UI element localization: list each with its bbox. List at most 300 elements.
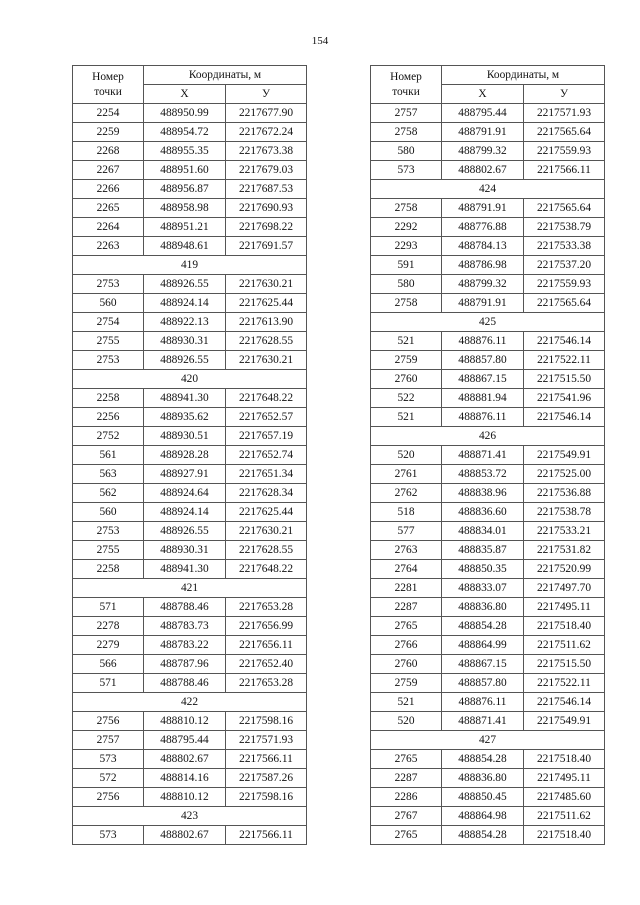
point-number-cell: 2762	[371, 484, 442, 503]
point-number-cell: 2755	[73, 541, 144, 560]
point-number-cell: 2278	[73, 617, 144, 636]
table-row	[73, 123, 307, 142]
table-row	[371, 693, 605, 712]
point-number-cell: 522	[371, 389, 442, 408]
point-number-cell: 2760	[371, 655, 442, 674]
table-row	[73, 218, 307, 237]
x-coordinate-cell: 488791.91	[442, 199, 524, 218]
table-row	[371, 522, 605, 541]
y-coordinate-cell: 2217625.44	[226, 503, 307, 522]
table-row	[73, 313, 307, 332]
y-coordinate-cell: 2217520.99	[524, 560, 605, 579]
x-coordinate-cell: 488954.72	[144, 123, 226, 142]
y-coordinate-cell: 2217652.74	[226, 446, 307, 465]
point-number-cell: 518	[371, 503, 442, 522]
table-row	[73, 503, 307, 522]
y-coordinate-cell: 2217656.11	[226, 636, 307, 655]
point-number-cell: 2759	[371, 674, 442, 693]
y-column-header: У	[226, 85, 307, 104]
y-coordinate-cell: 2217628.34	[226, 484, 307, 503]
x-coordinate-cell: 488951.60	[144, 161, 226, 180]
table-row	[73, 389, 307, 408]
y-coordinate-cell: 2217559.93	[524, 142, 605, 161]
point-number-cell: 2293	[371, 237, 442, 256]
table-row	[371, 788, 605, 807]
table-row	[371, 142, 605, 161]
y-coordinate-cell: 2217652.40	[226, 655, 307, 674]
section-label: 425	[371, 313, 605, 332]
table-row	[73, 598, 307, 617]
section-label: 419	[73, 256, 307, 275]
y-coordinate-cell: 2217495.11	[524, 598, 605, 617]
y-coordinate-cell: 2217652.57	[226, 408, 307, 427]
table-row	[73, 541, 307, 560]
point-number-header	[73, 66, 144, 104]
x-coordinate-cell: 488802.67	[144, 750, 226, 769]
x-coordinate-cell: 488799.32	[442, 142, 524, 161]
table-row	[73, 180, 307, 199]
point-number-cell: 591	[371, 256, 442, 275]
x-coordinate-cell: 488948.61	[144, 237, 226, 256]
x-coordinate-cell: 488833.07	[442, 579, 524, 598]
y-coordinate-cell: 2217497.70	[524, 579, 605, 598]
y-coordinate-cell: 2217648.22	[226, 389, 307, 408]
point-number-cell: 571	[73, 674, 144, 693]
y-coordinate-cell: 2217628.55	[226, 541, 307, 560]
y-coordinate-cell: 2217566.11	[226, 750, 307, 769]
point-number-cell: 2767	[371, 807, 442, 826]
point-number-cell: 2292	[371, 218, 442, 237]
x-coordinate-cell: 488924.64	[144, 484, 226, 503]
table-row	[73, 161, 307, 180]
point-number-cell: 2758	[371, 199, 442, 218]
x-column-header: X	[442, 85, 524, 104]
y-coordinate-cell: 2217565.64	[524, 294, 605, 313]
point-number-cell: 2259	[73, 123, 144, 142]
table-row	[371, 826, 605, 845]
table-row	[371, 199, 605, 218]
table-row	[73, 560, 307, 579]
point-number-cell: 562	[73, 484, 144, 503]
x-coordinate-cell: 488857.80	[442, 674, 524, 693]
section-label: 422	[73, 693, 307, 712]
point-number-cell: 2765	[371, 617, 442, 636]
y-coordinate-cell: 2217538.79	[524, 218, 605, 237]
x-coordinate-cell: 488799.32	[442, 275, 524, 294]
y-coordinate-cell: 2217587.26	[226, 769, 307, 788]
y-coordinate-cell: 2217525.00	[524, 465, 605, 484]
section-label: 421	[73, 579, 307, 598]
point-number-cell: 2263	[73, 237, 144, 256]
point-number-cell: 2287	[371, 598, 442, 617]
y-coordinate-cell: 2217511.62	[524, 807, 605, 826]
table-row	[73, 712, 307, 731]
table-row	[73, 484, 307, 503]
point-number-cell: 580	[371, 275, 442, 294]
y-coordinate-cell: 2217546.14	[524, 693, 605, 712]
point-number-cell: 2757	[73, 731, 144, 750]
table-row	[73, 199, 307, 218]
point-number-cell: 2753	[73, 522, 144, 541]
table-row	[371, 237, 605, 256]
table-row	[371, 465, 605, 484]
point-number-cell: 2761	[371, 465, 442, 484]
table-row	[371, 294, 605, 313]
point-number-cell: 521	[371, 693, 442, 712]
table-row	[73, 465, 307, 484]
table-row	[73, 332, 307, 351]
x-coordinate-cell: 488788.46	[144, 674, 226, 693]
section-row	[73, 807, 307, 826]
y-coordinate-cell: 2217648.22	[226, 560, 307, 579]
section-row	[371, 427, 605, 446]
point-number-cell: 520	[371, 446, 442, 465]
y-coordinate-cell: 2217522.11	[524, 674, 605, 693]
y-coordinate-cell: 2217691.57	[226, 237, 307, 256]
x-coordinate-cell: 488876.11	[442, 332, 524, 351]
y-coordinate-cell: 2217537.20	[524, 256, 605, 275]
table-row	[73, 617, 307, 636]
y-coordinate-cell: 2217536.88	[524, 484, 605, 503]
x-coordinate-cell: 488924.14	[144, 294, 226, 313]
x-coordinate-cell: 488928.28	[144, 446, 226, 465]
point-number-header	[371, 66, 442, 104]
y-coordinate-cell: 2217518.40	[524, 826, 605, 845]
y-coordinate-cell: 2217698.22	[226, 218, 307, 237]
y-coordinate-cell: 2217656.99	[226, 617, 307, 636]
x-coordinate-cell: 488836.60	[442, 503, 524, 522]
table-row	[371, 484, 605, 503]
x-coordinate-cell: 488786.98	[442, 256, 524, 275]
y-coordinate-cell: 2217511.62	[524, 636, 605, 655]
x-coordinate-cell: 488950.99	[144, 104, 226, 123]
x-coordinate-cell: 488836.80	[442, 769, 524, 788]
point-number-cell: 2763	[371, 541, 442, 560]
y-coordinate-cell: 2217598.16	[226, 712, 307, 731]
point-number-cell: 572	[73, 769, 144, 788]
point-number-cell: 2757	[371, 104, 442, 123]
table-row	[73, 522, 307, 541]
x-coordinate-cell: 488871.41	[442, 446, 524, 465]
table-row	[73, 275, 307, 294]
table-row	[73, 104, 307, 123]
y-coordinate-cell: 2217653.28	[226, 598, 307, 617]
table-row	[73, 427, 307, 446]
point-number-cell: 521	[371, 408, 442, 427]
table-row	[371, 218, 605, 237]
x-coordinate-cell: 488791.91	[442, 294, 524, 313]
point-number-cell: 2753	[73, 275, 144, 294]
x-coordinate-cell: 488941.30	[144, 560, 226, 579]
x-coordinate-cell: 488835.87	[442, 541, 524, 560]
point-number-cell: 573	[73, 826, 144, 845]
table-row	[371, 332, 605, 351]
point-number-header-line2: точки	[392, 85, 420, 98]
x-coordinate-cell: 488871.41	[442, 712, 524, 731]
y-coordinate-cell: 2217546.14	[524, 332, 605, 351]
y-coordinate-cell: 2217515.50	[524, 655, 605, 674]
x-coordinate-cell: 488854.28	[442, 617, 524, 636]
x-coordinate-cell: 488922.13	[144, 313, 226, 332]
section-row	[371, 180, 605, 199]
point-number-cell: 2754	[73, 313, 144, 332]
table-row	[73, 408, 307, 427]
y-coordinate-cell: 2217538.78	[524, 503, 605, 522]
table-row	[73, 351, 307, 370]
x-column-header: X	[144, 85, 226, 104]
x-coordinate-cell: 488854.28	[442, 826, 524, 845]
point-number-header-line2: точки	[94, 85, 122, 98]
y-column-header: У	[524, 85, 605, 104]
table-row	[371, 351, 605, 370]
point-number-cell: 561	[73, 446, 144, 465]
table-row	[371, 123, 605, 142]
point-number-cell: 2758	[371, 294, 442, 313]
table-row	[73, 655, 307, 674]
point-number-cell: 521	[371, 332, 442, 351]
x-coordinate-cell: 488926.55	[144, 351, 226, 370]
point-number-cell: 580	[371, 142, 442, 161]
x-coordinate-cell: 488924.14	[144, 503, 226, 522]
x-coordinate-cell: 488810.12	[144, 788, 226, 807]
x-coordinate-cell: 488958.98	[144, 199, 226, 218]
table-row	[73, 788, 307, 807]
x-coordinate-cell: 488956.87	[144, 180, 226, 199]
section-row	[371, 731, 605, 750]
coordinates-header: Координаты, м	[442, 66, 605, 85]
table-row	[371, 655, 605, 674]
point-number-cell: 2254	[73, 104, 144, 123]
point-number-cell: 573	[371, 161, 442, 180]
y-coordinate-cell: 2217657.19	[226, 427, 307, 446]
x-coordinate-cell: 488951.21	[144, 218, 226, 237]
y-coordinate-cell: 2217565.64	[524, 123, 605, 142]
point-number-cell: 2760	[371, 370, 442, 389]
x-coordinate-cell: 488941.30	[144, 389, 226, 408]
point-number-cell: 2753	[73, 351, 144, 370]
table-row	[371, 370, 605, 389]
point-number-cell: 2264	[73, 218, 144, 237]
section-label: 424	[371, 180, 605, 199]
point-number-cell: 2756	[73, 712, 144, 731]
x-coordinate-cell: 488867.15	[442, 655, 524, 674]
point-number-cell: 2279	[73, 636, 144, 655]
point-number-cell: 2256	[73, 408, 144, 427]
y-coordinate-cell: 2217571.93	[524, 104, 605, 123]
y-coordinate-cell: 2217566.11	[524, 161, 605, 180]
y-coordinate-cell: 2217630.21	[226, 522, 307, 541]
table-row	[371, 389, 605, 408]
x-coordinate-cell: 488881.94	[442, 389, 524, 408]
point-number-cell: 2752	[73, 427, 144, 446]
table-row	[73, 142, 307, 161]
table-row	[371, 408, 605, 427]
y-coordinate-cell: 2217571.93	[226, 731, 307, 750]
point-number-cell: 573	[73, 750, 144, 769]
y-coordinate-cell: 2217518.40	[524, 750, 605, 769]
x-coordinate-cell: 488927.91	[144, 465, 226, 484]
x-coordinate-cell: 488834.01	[442, 522, 524, 541]
table-row	[371, 807, 605, 826]
x-coordinate-cell: 488935.62	[144, 408, 226, 427]
point-number-cell: 2267	[73, 161, 144, 180]
y-coordinate-cell: 2217549.91	[524, 712, 605, 731]
y-coordinate-cell: 2217651.34	[226, 465, 307, 484]
x-coordinate-cell: 488930.31	[144, 541, 226, 560]
x-coordinate-cell: 488776.88	[442, 218, 524, 237]
y-coordinate-cell: 2217522.11	[524, 351, 605, 370]
section-label: 423	[73, 807, 307, 826]
table-row	[371, 636, 605, 655]
table-row	[73, 674, 307, 693]
y-coordinate-cell: 2217495.11	[524, 769, 605, 788]
y-coordinate-cell: 2217687.53	[226, 180, 307, 199]
table-row	[371, 256, 605, 275]
section-row	[371, 313, 605, 332]
y-coordinate-cell: 2217673.38	[226, 142, 307, 161]
x-coordinate-cell: 488836.80	[442, 598, 524, 617]
point-number-cell: 2287	[371, 769, 442, 788]
y-coordinate-cell: 2217565.64	[524, 199, 605, 218]
table-row	[73, 731, 307, 750]
x-coordinate-cell: 488850.35	[442, 560, 524, 579]
section-row	[73, 579, 307, 598]
y-coordinate-cell: 2217613.90	[226, 313, 307, 332]
x-coordinate-cell: 488802.67	[144, 826, 226, 845]
point-number-cell: 563	[73, 465, 144, 484]
y-coordinate-cell: 2217653.28	[226, 674, 307, 693]
y-coordinate-cell: 2217559.93	[524, 275, 605, 294]
x-coordinate-cell: 488802.67	[442, 161, 524, 180]
section-label: 420	[73, 370, 307, 389]
x-coordinate-cell: 488850.45	[442, 788, 524, 807]
x-coordinate-cell: 488857.80	[442, 351, 524, 370]
y-coordinate-cell: 2217533.38	[524, 237, 605, 256]
table-row	[73, 750, 307, 769]
x-coordinate-cell: 488930.51	[144, 427, 226, 446]
y-coordinate-cell: 2217625.44	[226, 294, 307, 313]
table-row	[371, 275, 605, 294]
table-row	[371, 560, 605, 579]
table-row	[371, 446, 605, 465]
y-coordinate-cell: 2217531.82	[524, 541, 605, 560]
x-coordinate-cell: 488926.55	[144, 522, 226, 541]
point-number-cell: 2268	[73, 142, 144, 161]
y-coordinate-cell: 2217630.21	[226, 275, 307, 294]
x-coordinate-cell: 488864.98	[442, 807, 524, 826]
table-row	[371, 579, 605, 598]
y-coordinate-cell: 2217679.03	[226, 161, 307, 180]
x-coordinate-cell: 488783.22	[144, 636, 226, 655]
x-coordinate-cell: 488814.16	[144, 769, 226, 788]
table-row	[371, 503, 605, 522]
y-coordinate-cell: 2217598.16	[226, 788, 307, 807]
table-row	[73, 636, 307, 655]
point-number-cell: 2265	[73, 199, 144, 218]
table-row	[73, 237, 307, 256]
table-row	[371, 104, 605, 123]
x-coordinate-cell: 488784.13	[442, 237, 524, 256]
x-coordinate-cell: 488838.96	[442, 484, 524, 503]
table-row	[371, 674, 605, 693]
point-number-cell: 571	[73, 598, 144, 617]
point-number-cell: 2266	[73, 180, 144, 199]
table-row	[73, 826, 307, 845]
point-number-cell: 560	[73, 294, 144, 313]
table-row	[371, 769, 605, 788]
y-coordinate-cell: 2217546.14	[524, 408, 605, 427]
point-number-cell: 2765	[371, 750, 442, 769]
x-coordinate-cell: 488876.11	[442, 693, 524, 712]
x-coordinate-cell: 488795.44	[442, 104, 524, 123]
section-row	[73, 370, 307, 389]
point-number-header-line1: Номер	[92, 70, 124, 83]
y-coordinate-cell: 2217677.90	[226, 104, 307, 123]
point-number-cell: 2755	[73, 332, 144, 351]
point-number-cell: 2258	[73, 560, 144, 579]
x-coordinate-cell: 488926.55	[144, 275, 226, 294]
point-number-cell: 577	[371, 522, 442, 541]
coordinates-header: Координаты, м	[144, 66, 307, 85]
section-label: 426	[371, 427, 605, 446]
y-coordinate-cell: 2217485.60	[524, 788, 605, 807]
table-row	[371, 750, 605, 769]
point-number-cell: 2286	[371, 788, 442, 807]
x-coordinate-cell: 488791.91	[442, 123, 524, 142]
point-number-cell: 560	[73, 503, 144, 522]
point-number-cell: 2765	[371, 826, 442, 845]
table-row	[371, 541, 605, 560]
y-coordinate-cell: 2217549.91	[524, 446, 605, 465]
point-number-cell: 520	[371, 712, 442, 731]
table-row	[371, 617, 605, 636]
section-row	[73, 256, 307, 275]
x-coordinate-cell: 488867.15	[442, 370, 524, 389]
y-coordinate-cell: 2217672.24	[226, 123, 307, 142]
table-row	[73, 294, 307, 313]
x-coordinate-cell: 488864.99	[442, 636, 524, 655]
x-coordinate-cell: 488876.11	[442, 408, 524, 427]
y-coordinate-cell: 2217628.55	[226, 332, 307, 351]
point-number-cell: 2758	[371, 123, 442, 142]
coordinates-table-right	[370, 65, 605, 845]
table-row	[371, 598, 605, 617]
x-coordinate-cell: 488854.28	[442, 750, 524, 769]
table-row	[73, 446, 307, 465]
y-coordinate-cell: 2217630.21	[226, 351, 307, 370]
coordinates-table-left	[72, 65, 307, 845]
x-coordinate-cell: 488795.44	[144, 731, 226, 750]
y-coordinate-cell: 2217541.96	[524, 389, 605, 408]
y-coordinate-cell: 2217515.50	[524, 370, 605, 389]
point-number-header-line1: Номер	[390, 70, 422, 83]
section-label: 427	[371, 731, 605, 750]
x-coordinate-cell: 488788.46	[144, 598, 226, 617]
table-row	[73, 769, 307, 788]
x-coordinate-cell: 488787.96	[144, 655, 226, 674]
point-number-cell: 2281	[371, 579, 442, 598]
y-coordinate-cell: 2217566.11	[226, 826, 307, 845]
x-coordinate-cell: 488810.12	[144, 712, 226, 731]
x-coordinate-cell: 488783.73	[144, 617, 226, 636]
y-coordinate-cell: 2217690.93	[226, 199, 307, 218]
point-number-cell: 2764	[371, 560, 442, 579]
table-row	[371, 712, 605, 731]
point-number-cell: 566	[73, 655, 144, 674]
x-coordinate-cell: 488930.31	[144, 332, 226, 351]
y-coordinate-cell: 2217533.21	[524, 522, 605, 541]
x-coordinate-cell: 488853.72	[442, 465, 524, 484]
